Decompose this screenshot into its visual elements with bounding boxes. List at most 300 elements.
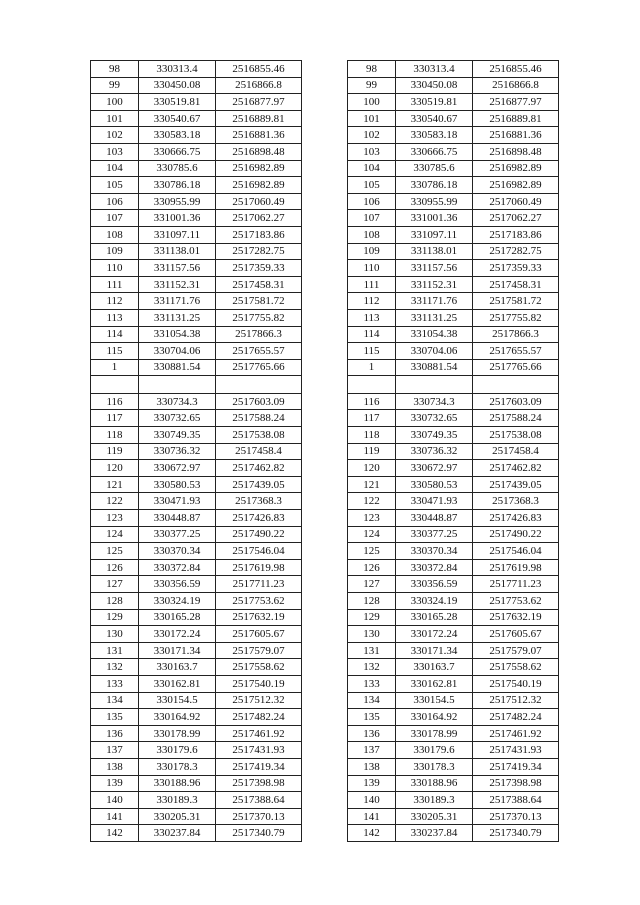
x-coordinate-cell: 330162.81 [139, 675, 216, 692]
x-coordinate-cell: 330672.97 [396, 460, 473, 477]
y-coordinate-cell: 2517546.04 [216, 543, 302, 560]
y-coordinate-cell: 2516982.89 [473, 160, 559, 177]
y-coordinate-cell: 2517765.66 [473, 359, 559, 376]
x-coordinate-cell: 330313.4 [139, 61, 216, 78]
y-coordinate-cell: 2517370.13 [216, 808, 302, 825]
y-coordinate-cell: 2517062.27 [473, 210, 559, 227]
point-number-cell: 112 [91, 293, 139, 310]
table-row [91, 476, 302, 493]
y-coordinate-cell: 2516898.48 [473, 143, 559, 160]
x-coordinate-cell: 330324.19 [139, 593, 216, 610]
x-coordinate-cell: 330666.75 [139, 143, 216, 160]
table-row [91, 642, 302, 659]
x-coordinate-cell: 330164.92 [396, 709, 473, 726]
y-coordinate-cell: 2516866.8 [216, 77, 302, 94]
table-row [91, 576, 302, 593]
x-coordinate-cell: 331157.56 [396, 260, 473, 277]
x-coordinate-cell: 330179.6 [396, 742, 473, 759]
x-coordinate-cell: 330448.87 [139, 510, 216, 527]
y-coordinate-cell: 2516877.97 [216, 94, 302, 111]
x-coordinate-cell: 330154.5 [139, 692, 216, 709]
x-coordinate-cell: 330704.06 [139, 343, 216, 360]
point-number-cell: 123 [91, 510, 139, 527]
x-coordinate-cell: 330734.3 [139, 393, 216, 410]
y-coordinate-cell: 2517431.93 [473, 742, 559, 759]
table-row [348, 559, 559, 576]
y-coordinate-cell: 2517711.23 [473, 576, 559, 593]
point-number-cell: 117 [91, 410, 139, 427]
table-row [91, 626, 302, 643]
point-number-cell: 116 [348, 393, 396, 410]
y-coordinate-cell: 2517711.23 [216, 576, 302, 593]
point-number-cell: 101 [348, 110, 396, 127]
point-number-cell: 108 [348, 226, 396, 243]
y-coordinate-cell: 2517546.04 [473, 543, 559, 560]
x-coordinate-cell: 330377.25 [139, 526, 216, 543]
table-row [91, 758, 302, 775]
y-coordinate-cell: 2517581.72 [216, 293, 302, 310]
x-coordinate-cell: 330785.6 [396, 160, 473, 177]
point-number-cell: 1 [348, 359, 396, 376]
table-row [348, 143, 559, 160]
point-number-cell: 101 [91, 110, 139, 127]
point-number-cell: 111 [91, 276, 139, 293]
y-coordinate-cell: 2517183.86 [473, 226, 559, 243]
point-number-cell: 114 [348, 326, 396, 343]
x-coordinate-cell: 330165.28 [139, 609, 216, 626]
x-coordinate-cell: 331001.36 [139, 210, 216, 227]
x-coordinate-cell: 331054.38 [396, 326, 473, 343]
table-row [348, 493, 559, 510]
point-number-cell: 127 [348, 576, 396, 593]
y-coordinate-cell: 2517490.22 [473, 526, 559, 543]
table-row [91, 77, 302, 94]
table-row [91, 675, 302, 692]
y-coordinate-cell: 2517558.62 [473, 659, 559, 676]
point-number-cell: 131 [348, 642, 396, 659]
point-number-cell [348, 376, 396, 394]
y-coordinate-cell: 2517359.33 [473, 260, 559, 277]
table-row [91, 94, 302, 111]
y-coordinate-cell: 2517426.83 [216, 510, 302, 527]
table-row [348, 808, 559, 825]
y-coordinate-cell: 2517282.75 [216, 243, 302, 260]
table-row [348, 825, 559, 842]
y-coordinate-cell: 2517588.24 [216, 410, 302, 427]
point-number-cell: 141 [91, 808, 139, 825]
table-row [348, 243, 559, 260]
y-coordinate-cell: 2517588.24 [473, 410, 559, 427]
point-number-cell: 121 [348, 476, 396, 493]
x-coordinate-cell: 330178.3 [139, 758, 216, 775]
y-coordinate-cell [216, 376, 302, 394]
x-coordinate-cell: 330519.81 [396, 94, 473, 111]
x-coordinate-cell: 330583.18 [139, 127, 216, 144]
point-number-cell: 126 [348, 559, 396, 576]
y-coordinate-cell: 2517632.19 [216, 609, 302, 626]
table-row [348, 226, 559, 243]
table-row [91, 709, 302, 726]
point-number-cell: 131 [91, 642, 139, 659]
point-number-cell: 109 [91, 243, 139, 260]
table-row [348, 659, 559, 676]
table-row [348, 642, 559, 659]
point-number-cell: 141 [348, 808, 396, 825]
x-coordinate-cell: 330732.65 [396, 410, 473, 427]
coordinate-table-body [91, 61, 302, 842]
y-coordinate-cell: 2517388.64 [473, 792, 559, 809]
y-coordinate-cell: 2517439.05 [216, 476, 302, 493]
point-number-cell: 106 [91, 193, 139, 210]
y-coordinate-cell: 2517340.79 [216, 825, 302, 842]
x-coordinate-cell: 331152.31 [139, 276, 216, 293]
coordinate-table-left [90, 60, 302, 842]
point-number-cell: 119 [348, 443, 396, 460]
point-number-cell: 115 [348, 343, 396, 360]
point-number-cell: 122 [91, 493, 139, 510]
point-number-cell: 108 [91, 226, 139, 243]
point-number-cell: 109 [348, 243, 396, 260]
table-row [91, 376, 302, 394]
table-row [91, 808, 302, 825]
table-row [348, 260, 559, 277]
point-number-cell: 129 [91, 609, 139, 626]
table-row [91, 775, 302, 792]
y-coordinate-cell: 2517060.49 [473, 193, 559, 210]
x-coordinate-cell: 330172.24 [139, 626, 216, 643]
point-number-cell: 100 [348, 94, 396, 111]
x-coordinate-cell: 330178.99 [139, 725, 216, 742]
y-coordinate-cell: 2517755.82 [216, 309, 302, 326]
table-row [91, 393, 302, 410]
table-row [348, 160, 559, 177]
point-number-cell: 120 [91, 460, 139, 477]
table-row [91, 443, 302, 460]
y-coordinate-cell: 2517866.3 [216, 326, 302, 343]
x-coordinate-cell: 330162.81 [396, 675, 473, 692]
point-number-cell: 105 [91, 177, 139, 194]
table-row [91, 276, 302, 293]
table-row [91, 309, 302, 326]
x-coordinate-cell: 330154.5 [396, 692, 473, 709]
y-coordinate-cell: 2517359.33 [216, 260, 302, 277]
point-number-cell: 99 [91, 77, 139, 94]
y-coordinate-cell: 2517426.83 [473, 510, 559, 527]
point-number-cell: 113 [91, 309, 139, 326]
x-coordinate-cell: 330237.84 [396, 825, 473, 842]
y-coordinate-cell: 2517368.3 [216, 493, 302, 510]
x-coordinate-cell: 330205.31 [139, 808, 216, 825]
point-number-cell: 128 [91, 593, 139, 610]
y-coordinate-cell: 2517439.05 [473, 476, 559, 493]
x-coordinate-cell: 330356.59 [139, 576, 216, 593]
x-coordinate-cell: 330786.18 [396, 177, 473, 194]
x-coordinate-cell [396, 376, 473, 394]
y-coordinate-cell: 2517512.32 [473, 692, 559, 709]
point-number-cell: 115 [91, 343, 139, 360]
point-number-cell: 103 [91, 143, 139, 160]
table-row [91, 343, 302, 360]
table-row [348, 393, 559, 410]
point-number-cell: 98 [91, 61, 139, 78]
point-number-cell: 136 [91, 725, 139, 742]
x-coordinate-cell: 330736.32 [396, 443, 473, 460]
y-coordinate-cell: 2517538.08 [473, 427, 559, 444]
point-number-cell: 128 [348, 593, 396, 610]
y-coordinate-cell: 2516982.89 [473, 177, 559, 194]
point-number-cell: 140 [348, 792, 396, 809]
y-coordinate-cell: 2517370.13 [473, 808, 559, 825]
point-number-cell: 137 [91, 742, 139, 759]
table-row [348, 343, 559, 360]
table-row [348, 127, 559, 144]
point-number-cell: 133 [91, 675, 139, 692]
table-row [348, 427, 559, 444]
table-row [91, 460, 302, 477]
table-row [348, 77, 559, 94]
point-number-cell: 119 [91, 443, 139, 460]
y-coordinate-cell: 2517461.92 [473, 725, 559, 742]
table-row [91, 725, 302, 742]
x-coordinate-cell: 331131.25 [396, 309, 473, 326]
table-row [348, 376, 559, 394]
y-coordinate-cell: 2517490.22 [216, 526, 302, 543]
point-number-cell: 100 [91, 94, 139, 111]
coordinate-table-right [347, 60, 559, 842]
table-row [91, 127, 302, 144]
point-number-cell: 110 [91, 260, 139, 277]
y-coordinate-cell: 2517753.62 [216, 593, 302, 610]
table-row [348, 326, 559, 343]
table-row [91, 326, 302, 343]
x-coordinate-cell: 330370.34 [396, 543, 473, 560]
point-number-cell: 130 [91, 626, 139, 643]
x-coordinate-cell: 330163.7 [139, 659, 216, 676]
table-row [348, 177, 559, 194]
table-row [91, 143, 302, 160]
x-coordinate-cell: 330172.24 [396, 626, 473, 643]
table-row [348, 61, 559, 78]
point-number-cell: 124 [348, 526, 396, 543]
point-number-cell: 136 [348, 725, 396, 742]
point-number-cell: 103 [348, 143, 396, 160]
x-coordinate-cell: 330786.18 [139, 177, 216, 194]
table-row [348, 476, 559, 493]
y-coordinate-cell: 2516855.46 [473, 61, 559, 78]
y-coordinate-cell: 2516881.36 [473, 127, 559, 144]
point-number-cell: 102 [348, 127, 396, 144]
table-row [91, 210, 302, 227]
y-coordinate-cell: 2517579.07 [473, 642, 559, 659]
table-row [348, 460, 559, 477]
point-number-cell: 106 [348, 193, 396, 210]
point-number-cell: 125 [348, 543, 396, 560]
point-number-cell: 138 [348, 758, 396, 775]
table-row [91, 526, 302, 543]
point-number-cell: 135 [91, 709, 139, 726]
table-row [348, 110, 559, 127]
point-number-cell: 121 [91, 476, 139, 493]
x-coordinate-cell: 331131.25 [139, 309, 216, 326]
y-coordinate-cell: 2516898.48 [216, 143, 302, 160]
table-row [91, 559, 302, 576]
y-coordinate-cell: 2517558.62 [216, 659, 302, 676]
point-number-cell: 130 [348, 626, 396, 643]
point-number-cell: 142 [348, 825, 396, 842]
table-row [91, 260, 302, 277]
y-coordinate-cell: 2517753.62 [473, 593, 559, 610]
x-coordinate-cell: 331054.38 [139, 326, 216, 343]
table-row [348, 593, 559, 610]
y-coordinate-cell: 2517431.93 [216, 742, 302, 759]
x-coordinate-cell: 330540.67 [396, 110, 473, 127]
point-number-cell: 132 [348, 659, 396, 676]
y-coordinate-cell: 2517462.82 [216, 460, 302, 477]
x-coordinate-cell: 330377.25 [396, 526, 473, 543]
point-number-cell: 105 [348, 177, 396, 194]
x-coordinate-cell: 330164.92 [139, 709, 216, 726]
y-coordinate-cell: 2517632.19 [473, 609, 559, 626]
point-number-cell [91, 376, 139, 394]
x-coordinate-cell: 331097.11 [139, 226, 216, 243]
x-coordinate-cell: 330734.3 [396, 393, 473, 410]
y-coordinate-cell: 2517765.66 [216, 359, 302, 376]
y-coordinate-cell: 2517419.34 [473, 758, 559, 775]
y-coordinate-cell: 2517603.09 [216, 393, 302, 410]
table-row [348, 276, 559, 293]
point-number-cell: 125 [91, 543, 139, 560]
table-row [348, 758, 559, 775]
table-row [91, 177, 302, 194]
x-coordinate-cell: 330666.75 [396, 143, 473, 160]
y-coordinate-cell: 2517540.19 [473, 675, 559, 692]
point-number-cell: 117 [348, 410, 396, 427]
y-coordinate-cell: 2516855.46 [216, 61, 302, 78]
table-row [348, 359, 559, 376]
point-number-cell: 113 [348, 309, 396, 326]
table-row [348, 510, 559, 527]
x-coordinate-cell: 330372.84 [139, 559, 216, 576]
table-row [91, 193, 302, 210]
point-number-cell: 139 [91, 775, 139, 792]
y-coordinate-cell: 2517512.32 [216, 692, 302, 709]
table-row [348, 210, 559, 227]
y-coordinate-cell: 2517482.24 [473, 709, 559, 726]
y-coordinate-cell: 2517866.3 [473, 326, 559, 343]
x-coordinate-cell: 330540.67 [139, 110, 216, 127]
point-number-cell: 123 [348, 510, 396, 527]
y-coordinate-cell: 2517183.86 [216, 226, 302, 243]
x-coordinate-cell: 330732.65 [139, 410, 216, 427]
x-coordinate-cell: 331171.76 [139, 293, 216, 310]
table-row [348, 543, 559, 560]
table-row [348, 576, 559, 593]
x-coordinate-cell: 330450.08 [139, 77, 216, 94]
point-number-cell: 116 [91, 393, 139, 410]
table-row [348, 443, 559, 460]
point-number-cell: 139 [348, 775, 396, 792]
y-coordinate-cell: 2516982.89 [216, 160, 302, 177]
table-row [348, 675, 559, 692]
y-coordinate-cell: 2517755.82 [473, 309, 559, 326]
table-row [348, 775, 559, 792]
x-coordinate-cell: 330189.3 [139, 792, 216, 809]
point-number-cell: 127 [91, 576, 139, 593]
x-coordinate-cell: 330171.34 [139, 642, 216, 659]
table-row [91, 359, 302, 376]
y-coordinate-cell: 2516889.81 [473, 110, 559, 127]
point-number-cell: 107 [91, 210, 139, 227]
point-number-cell: 98 [348, 61, 396, 78]
y-coordinate-cell: 2517655.57 [473, 343, 559, 360]
table-row [91, 510, 302, 527]
x-coordinate-cell: 330519.81 [139, 94, 216, 111]
table-row [91, 61, 302, 78]
table-row [348, 709, 559, 726]
x-coordinate-cell: 330736.32 [139, 443, 216, 460]
table-row [91, 110, 302, 127]
x-coordinate-cell: 330370.34 [139, 543, 216, 560]
y-coordinate-cell: 2517603.09 [473, 393, 559, 410]
table-row [91, 825, 302, 842]
table-row [91, 609, 302, 626]
point-number-cell: 118 [348, 427, 396, 444]
point-number-cell: 135 [348, 709, 396, 726]
table-row [348, 609, 559, 626]
y-coordinate-cell: 2517605.67 [216, 626, 302, 643]
y-coordinate-cell: 2516881.36 [216, 127, 302, 144]
x-coordinate-cell: 330165.28 [396, 609, 473, 626]
table-row [348, 725, 559, 742]
point-number-cell: 137 [348, 742, 396, 759]
table-row [348, 293, 559, 310]
x-coordinate-cell: 330749.35 [139, 427, 216, 444]
x-coordinate-cell: 330580.53 [396, 476, 473, 493]
y-coordinate-cell: 2517419.34 [216, 758, 302, 775]
x-coordinate-cell: 330580.53 [139, 476, 216, 493]
x-coordinate-cell: 330955.99 [139, 193, 216, 210]
y-coordinate-cell: 2517458.4 [473, 443, 559, 460]
x-coordinate-cell: 330178.3 [396, 758, 473, 775]
x-coordinate-cell: 330189.3 [396, 792, 473, 809]
y-coordinate-cell: 2517388.64 [216, 792, 302, 809]
x-coordinate-cell: 330672.97 [139, 460, 216, 477]
x-coordinate-cell: 331157.56 [139, 260, 216, 277]
table-row [91, 493, 302, 510]
table-row [348, 309, 559, 326]
x-coordinate-cell: 330704.06 [396, 343, 473, 360]
x-coordinate-cell: 330188.96 [139, 775, 216, 792]
point-number-cell: 107 [348, 210, 396, 227]
table-row [91, 593, 302, 610]
table-row [348, 742, 559, 759]
x-coordinate-cell: 330171.34 [396, 642, 473, 659]
y-coordinate-cell: 2517340.79 [473, 825, 559, 842]
point-number-cell: 134 [91, 692, 139, 709]
x-coordinate-cell: 330955.99 [396, 193, 473, 210]
y-coordinate-cell: 2517458.31 [216, 276, 302, 293]
point-number-cell: 122 [348, 493, 396, 510]
x-coordinate-cell: 331001.36 [396, 210, 473, 227]
point-number-cell: 134 [348, 692, 396, 709]
point-number-cell: 142 [91, 825, 139, 842]
x-coordinate-cell: 330749.35 [396, 427, 473, 444]
point-number-cell: 114 [91, 326, 139, 343]
point-number-cell: 110 [348, 260, 396, 277]
table-row [348, 94, 559, 111]
table-row [91, 410, 302, 427]
table-row [91, 427, 302, 444]
